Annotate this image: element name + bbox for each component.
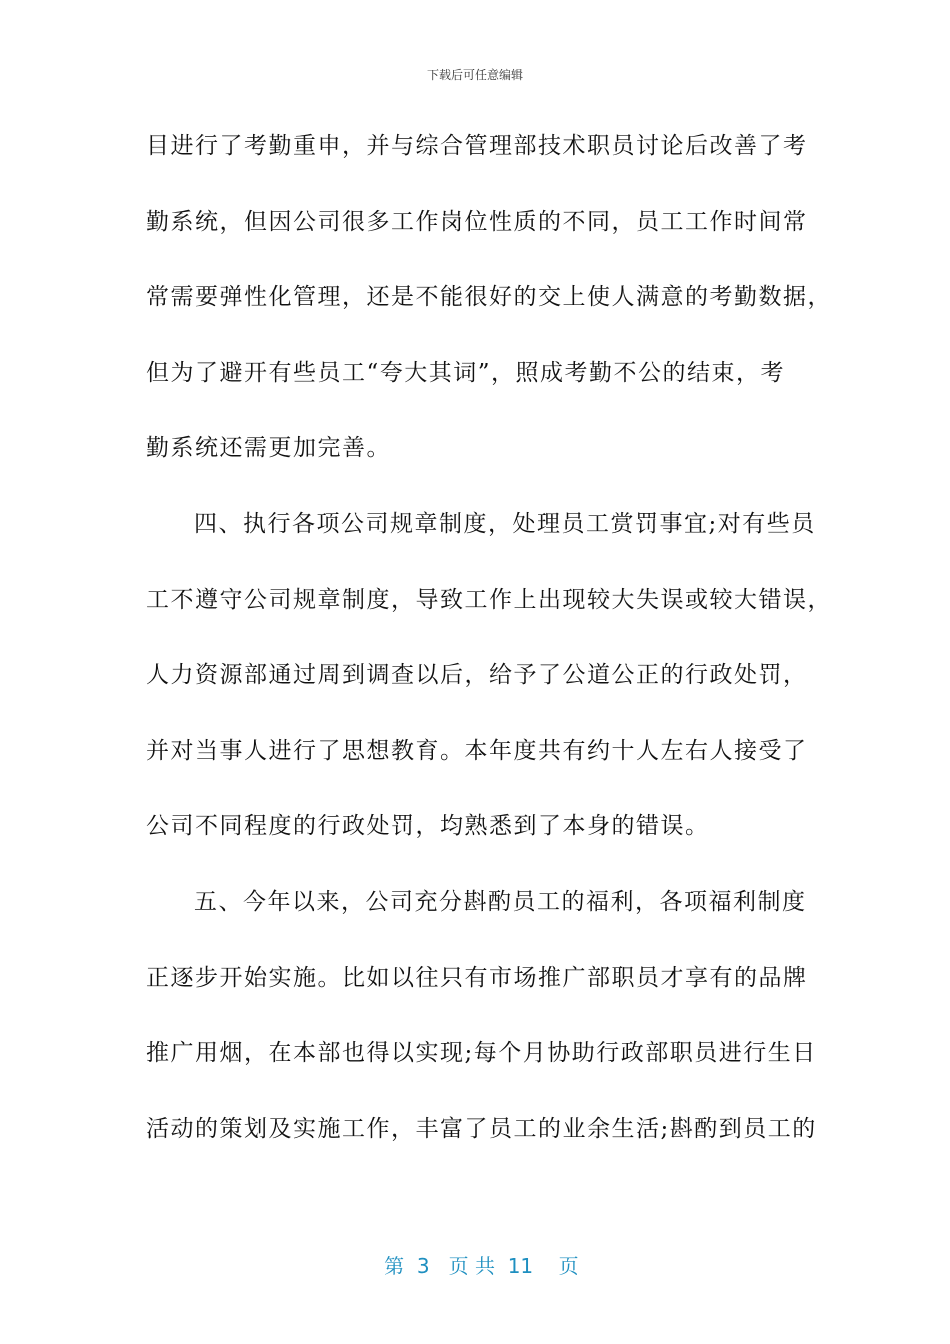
text-line: 目进行了考勤重申，并与综合管理部技术职员讨论后改善了考 — [146, 133, 808, 159]
document-body — [146, 124, 832, 1182]
text-line: 勤系统还需更加完善。 — [146, 435, 391, 462]
text-line: 正逐步开始实施。比如以往只有市场推广部职员才享有的品牌 — [146, 964, 808, 991]
text-line: 但为了避开有些员工“夸大其词”，照成考勤不公的结束，考 — [146, 359, 786, 386]
text-line: 勤系统，但因公司很多工作岗位性质的不同，员工工作时间常 — [146, 208, 808, 235]
page-footer — [0, 1226, 950, 1279]
header-note: 下载后可任意编辑 — [426, 68, 523, 82]
text-line: 活动的策划及实施工作，丰富了员工的业余生活;斟酌到员工的 — [146, 1115, 817, 1142]
paragraph-start-line: 五、今年以来，公司充分斟酌员工的福利，各项福利制度 — [194, 888, 807, 915]
page-number-label: 第 3 页 共 11 页 — [384, 1254, 579, 1278]
page-header — [0, 66, 950, 83]
text-line: 公司不同程度的行政处罚，均熟悉到了本身的错误。 — [146, 813, 710, 840]
text-line: 工不遵守公司规章制度，导致工作上出现较大失误或较大错误， — [146, 586, 832, 613]
text-line: 人力资源部通过周到调查以后，给予了公道公正的行政处罚， — [146, 662, 808, 689]
text-line: 推广用烟，在本部也得以实现;每个月协助行政部职员进行生日 — [146, 1040, 817, 1067]
paragraph-start-line: 四、执行各项公司规章制度，处理员工赏罚事宜;对有些员 — [194, 510, 816, 537]
text-line: 并对当事人进行了思想教育。本年度共有约十人左右人接受了 — [146, 737, 808, 764]
text-line: 常需要弹性化管理，还是不能很好的交上使人满意的考勤数据， — [146, 284, 832, 311]
